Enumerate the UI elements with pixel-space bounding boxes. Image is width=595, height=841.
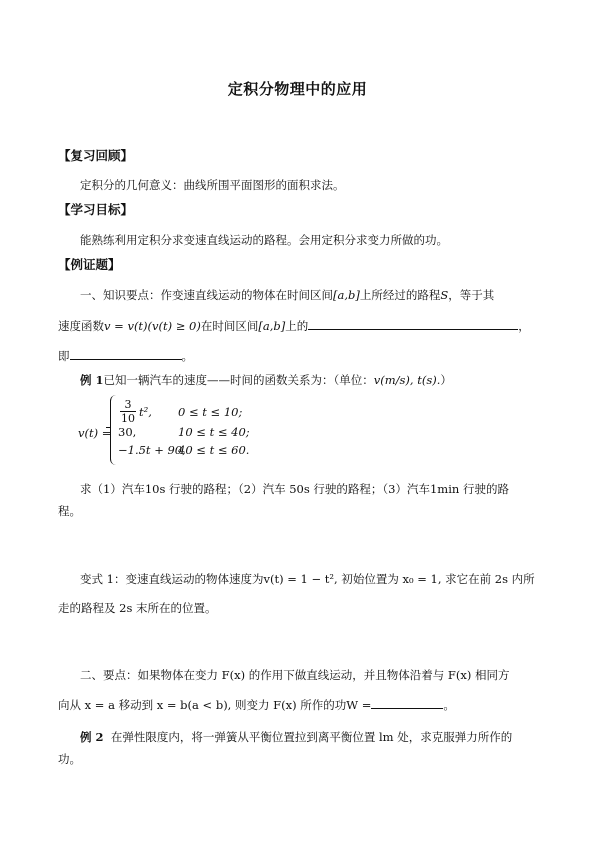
point1-line3 [58,348,193,364]
point1-text-b: 上所经过的路程 [359,288,441,302]
point1-text-f: 上的 [285,319,309,333]
case1-tail: t², [139,405,152,419]
variant1-line2: 走的路程及 2s 末所在的位置。 [58,601,217,615]
page-title: 定积分物理中的应用 [227,80,368,98]
case1-condition: 0 ≤ t ≤ 10; [178,405,243,419]
example1-units: v(m/s), t(s). [373,373,441,387]
review-text: 定积分的几何意义：曲线所围平面图形的面积求法。 [80,178,345,192]
point1-text-a: 一、知识要点：作变速直线运动的物体在时间区间 [80,288,333,302]
point1-comma: ， [518,319,530,333]
point1-text-c: ，等于其 [448,288,495,302]
interval-expr-2: [a,b] [258,319,286,333]
piecewise-brace [110,395,117,465]
example2-text: 在弹性限度内，将一弹簧从平衡位置拉到离平衡位置 lm 处，求克服弹力所作的 [110,730,513,744]
example2-line2: 功。 [58,752,81,766]
point2-period: 。 [443,698,455,712]
point1-line2 [58,318,530,334]
point1-text-g: 即 [58,349,70,363]
case3-condition: 40 ≤ t ≤ 60. [178,443,250,457]
point1-text-e: 在时间区间 [200,319,259,333]
point2-text: 向从 x = a 移动到 x = b(a < b), 则变力 F(x) 所作的功W = [58,698,372,712]
example2-line1 [80,729,512,745]
velocity-expr: v = v(t)(v(t) ≥ 0) [104,319,201,333]
case2-expr: 30, [118,425,137,439]
case1-numerator: 3 [120,398,136,412]
variant1-line1: 变式 1：变速直线运动的物体速度为v(t) = 1 − t², 初始位置为 x₀ = 1, 求它在前 2s 内所 [80,572,535,586]
example1-text: 已知一辆汽车的速度——时间的函数关系为：（单位： [103,373,374,387]
example2-label: 例 2 [80,730,104,744]
point1-line1 [80,287,494,303]
case2-condition: 10 ≤ t ≤ 40; [178,425,250,439]
point1-period: 。 [181,349,193,363]
example-heading: 【例证题】 [58,257,121,272]
interval-expr: [a,b] [333,288,360,302]
case1-fraction [120,398,136,425]
example1-intro [80,372,452,388]
example1-question-1: 求（1）汽车10s 行驶的路程；（2）汽车 50s 行驶的路程；（3）汽车1min 行驶的路 [80,482,509,496]
point1-text-d: 速度函数 [58,319,104,333]
case3-expr: −1.5t + 90, [118,443,186,457]
point2-line1: 二、要点：如果物体在变力 F(x) 的作用下做直线运动，并且物体沿着与 F(x) 相同方 [80,668,510,682]
example1-question-2: 程。 [58,504,81,518]
goal-heading: 【学习目标】 [58,202,134,217]
piecewise-lhs: v(t) = [78,426,112,440]
answer-blank-3[interactable] [371,697,443,709]
answer-blank-2[interactable] [70,348,182,360]
piecewise-brace-mid [106,427,111,428]
review-heading: 【复习回顾】 [58,148,134,163]
path-symbol: S [440,288,449,302]
answer-blank-1[interactable] [308,318,518,330]
case1-denominator: 10 [121,412,135,425]
goal-text: 能熟练利用定积分求变速直线运动的路程。会用定积分求变力所做的功。 [80,233,448,247]
point2-line2 [58,697,455,713]
example1-label: 例 1 [80,373,104,387]
example1-units-end: ） [440,373,452,387]
